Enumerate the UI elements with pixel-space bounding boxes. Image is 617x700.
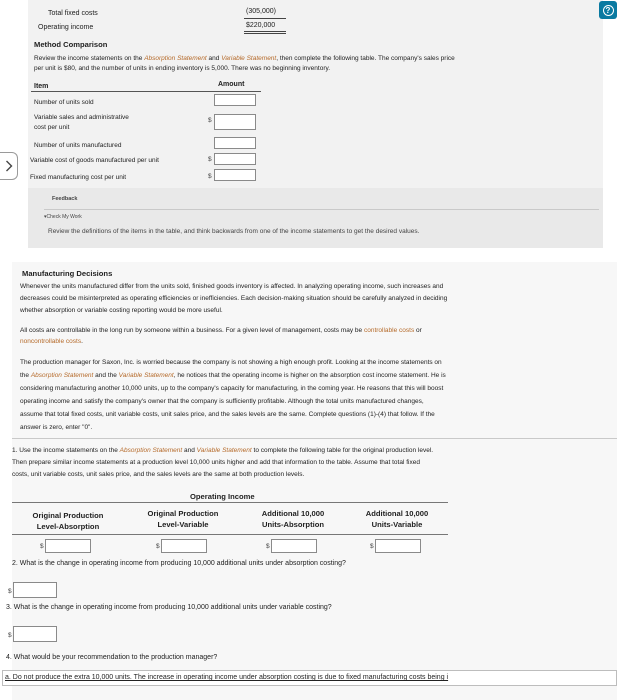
method-instructions (34, 54, 455, 63)
dollar-sign: $ (8, 588, 12, 595)
p2-text-a: All costs are controllable in the long run by someone within a business. For a given level of management, costs may be (20, 327, 364, 334)
oi-col-4-line1: Additional 10,000 (365, 509, 429, 518)
q1-text-c: to complete the following table for the original production level. (251, 447, 434, 454)
variable-statement-link[interactable]: Variable Statement (118, 372, 174, 379)
oi-additional-absorption-input[interactable] (271, 539, 317, 553)
sidebar-toggle[interactable] (0, 152, 18, 180)
row-variable-sa-label: Variable sales and administrative (34, 114, 129, 121)
row-variable-sa-label2: cost per unit (34, 124, 70, 131)
dollar-sign: $ (266, 543, 270, 550)
units-sold-input[interactable] (214, 94, 256, 106)
q1-line1 (12, 446, 433, 455)
dollar-sign: $ (208, 117, 212, 124)
decisions-p3-line4: operating income and satisfy the company's owner that the company is sufficiently profitable. Although the total units manufactured changes, (20, 398, 424, 405)
feedback-rule (44, 209, 599, 210)
decisions-heading: Manufacturing Decisions (22, 269, 113, 278)
p3-text-b: and the (93, 372, 119, 379)
oi-col-4-header (344, 508, 450, 530)
decisions-p3-line2 (20, 371, 446, 380)
check-my-work[interactable] (44, 214, 82, 220)
q1-text-b: and (182, 447, 197, 454)
oi-col-2-line2: Level-Variable (157, 520, 209, 529)
check-my-work-label: Check My Work (46, 214, 82, 220)
help-button[interactable] (599, 1, 617, 19)
absorption-statement-link[interactable]: Absorption Statement (30, 372, 94, 379)
instructions-text-b: , then complete the following table. The company's sales price (276, 55, 455, 62)
oi-col-1-line2: Level-Absorption (36, 522, 100, 531)
method-instructions-line2: per unit is $80, and the number of units in ending inventory is 5,000. There was no beginning inventory. (34, 65, 331, 72)
operating-income-value: $220,000 (246, 22, 276, 29)
decisions-p1-line3: whether absorption or variable costing reporting would be more useful. (20, 307, 223, 314)
row-fixed-mfg-label: Fixed manufacturing cost per unit (30, 174, 127, 181)
variable-cogm-input[interactable] (214, 153, 256, 165)
q1-line2: Then prepare similar income statements at a production level 10,000 units higher and add that information to the table. Assume that total fixed (12, 459, 420, 466)
q3-answer-input[interactable] (13, 626, 57, 642)
question-mark-icon: ? (603, 5, 614, 16)
oi-original-absorption-input[interactable] (45, 539, 91, 553)
oi-additional-variable-input[interactable] (375, 539, 421, 553)
total-fixed-costs-label: Total fixed costs (48, 10, 98, 17)
col-amount-header: Amount (218, 81, 245, 88)
decisions-p3-line6: answer is zero, enter "0". (20, 424, 93, 431)
feedback-hint: Review the definitions of the items in the table, and think backwards from one of the income statements to get the desired values. (48, 228, 420, 235)
decisions-p2-line1 (20, 326, 422, 335)
fixed-mfg-cost-input[interactable] (214, 169, 256, 181)
oi-col-1-line1: Original Production (32, 511, 104, 520)
dollar-sign: $ (370, 543, 374, 550)
absorption-statement-link[interactable]: Absorption Statement (144, 55, 207, 62)
q4-recommendation-select[interactable] (2, 670, 617, 686)
double-underline-1 (244, 31, 286, 32)
q1-line3: costs, unit variable costs, unit sales price, and the sales levels are the same at both production levels. (12, 471, 305, 478)
dollar-sign: $ (8, 632, 12, 639)
oi-table-top-rule (12, 502, 448, 503)
decisions-p1-line1: Whenever the units manufactured differ from the units sold, finished goods inventory is affected. In analyzing operating income, such increases and (20, 283, 444, 290)
decisions-p3-line3: considering manufacturing another 10,000 units, up to the company's capacity for manufacturing, in the coming year. He reasons that this will boost (20, 385, 444, 392)
variable-statement-link[interactable]: Variable Statement (196, 447, 252, 454)
variable-statement-link[interactable]: Variable Statement (221, 55, 277, 62)
oi-col-3-header (240, 508, 346, 530)
q4-text: 4. What would be your recommendation to the production manager? (6, 654, 218, 661)
oi-original-variable-input[interactable] (161, 539, 207, 553)
units-manufactured-input[interactable] (214, 137, 256, 149)
oi-col-3-line1: Additional 10,000 (261, 509, 325, 518)
p2-text-end: . (81, 338, 83, 345)
dollar-sign: $ (40, 543, 44, 550)
dollar-sign: $ (208, 156, 212, 163)
feedback-label: Feedback (52, 196, 78, 202)
double-underline-2 (244, 33, 286, 34)
row-variable-cogm-label: Variable cost of goods manufactured per unit (30, 157, 159, 164)
q1-text-a: 1. Use the income statements on the (12, 447, 120, 454)
oi-col-1-header (15, 510, 121, 532)
decisions-p2-line2 (20, 337, 83, 346)
oi-table-header-rule (12, 534, 448, 535)
absorption-statement-link[interactable]: Absorption Statement (119, 447, 183, 454)
operating-income-table-title: Operating Income (190, 492, 255, 501)
chevron-right-icon (5, 160, 13, 172)
instructions-text-a: Review the income statements on the (34, 55, 145, 62)
col-item-header: Item (34, 83, 49, 90)
decisions-p3-line5: assume that total fixed costs, unit variable costs, unit sales price, and the sales levels are the same. Complete questions (1)-(4) that follow. If the (20, 411, 435, 418)
section-divider (12, 438, 617, 439)
p3-text-a: the (20, 372, 31, 379)
p2-text-b: or (414, 327, 422, 334)
feedback-panel (28, 188, 603, 248)
dollar-sign: $ (208, 173, 212, 180)
oi-col-4-line2: Units-Variable (371, 520, 423, 529)
decisions-p1-line2: decreases could be misinterpreted as operating efficiencies or inefficiencies. Each decision-making situation should be carefully analyzed in deciding (20, 295, 448, 302)
row-units-sold-label: Number of units sold (34, 99, 94, 106)
operating-income-label: Operating income (38, 24, 94, 31)
oi-col-2-header (130, 508, 236, 530)
total-fixed-costs-value: (305,000) (246, 8, 276, 15)
oi-col-2-line1: Original Production (147, 509, 219, 518)
row-units-manufactured-label: Number of units manufactured (34, 142, 122, 149)
q3-text: 3. What is the change in operating income from producing 10,000 additional units under variable costing? (6, 604, 332, 611)
q2-answer-input[interactable] (13, 582, 57, 598)
variable-sa-cost-input[interactable] (214, 114, 256, 130)
q4-selected-option: a. Do not produce the extra 10,000 units. The increase in operating income under absorption costing is due to fixed manufacturing costs being i (5, 674, 449, 681)
method-comparison-heading: Method Comparison (34, 40, 108, 49)
total-underline (244, 18, 286, 19)
dollar-sign: $ (156, 543, 160, 550)
oi-col-3-line2: Units-Absorption (261, 520, 324, 529)
p3-text-c: , he notices that the operating income is higher on the absorption cost income statement. He is (173, 372, 446, 379)
check-icon: ▾ (44, 214, 47, 220)
decisions-p3-line1: The production manager for Saxon, Inc. is worried because the company is not showing a high enough profit. Looking at the income statements on (20, 359, 442, 366)
instructions-text-and: and (206, 55, 222, 62)
noncontrollable-costs-link[interactable]: noncontrollable costs (20, 338, 82, 345)
q2-text: 2. What is the change in operating income from producing 10,000 additional units under absorption costing? (12, 560, 346, 567)
table-header-rule (31, 91, 261, 92)
controllable-costs-link[interactable]: controllable costs (363, 327, 415, 334)
